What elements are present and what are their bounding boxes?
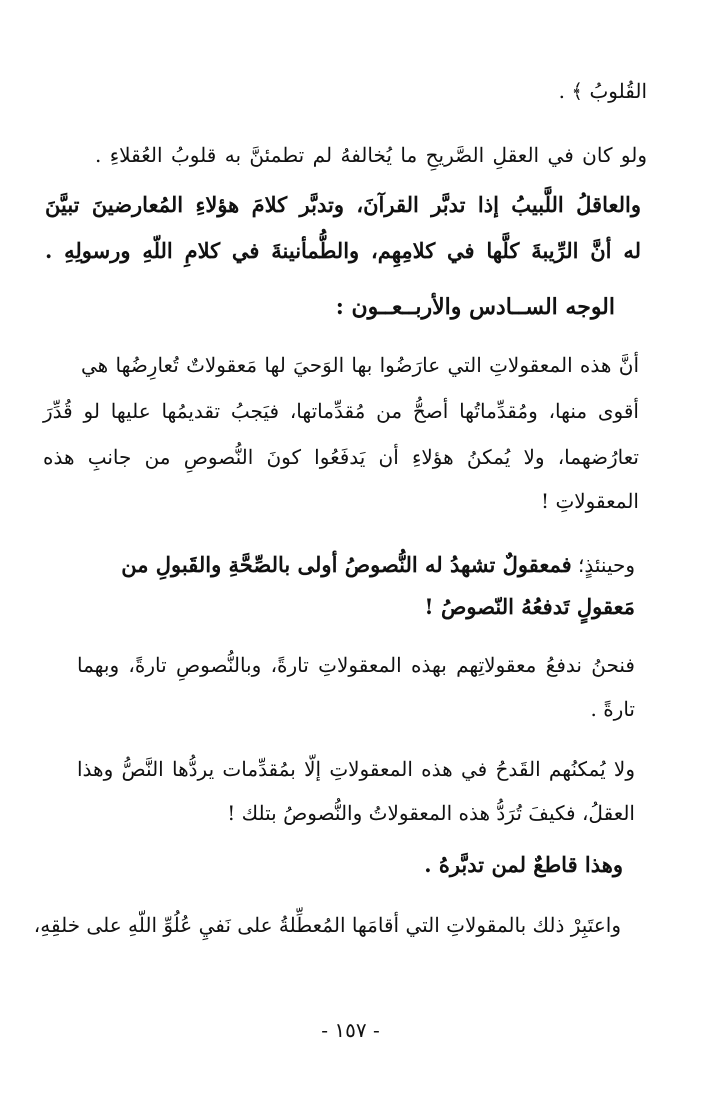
text-line-2: ولو كان في العقلِ الصَّريحِ ما يُخالفهُ لم تطمئنَّ به قلوبُ العُقلاءِ . (95, 143, 647, 167)
text-line-8: تعارُضهما، ولا يُمكنُ هؤلاءِ أن يَدفَعُوا كونَ النُّصوصِ من جانبِ هذه (43, 445, 639, 469)
text-line-11: مَعقولٍ تَدفعُهُ النّصوصُ ! (424, 594, 635, 619)
text-line-6: أنَّ هذه المعقولاتِ التي عارَضُوا بها الوَحيَ لها مَعقولاتٌ تُعارِضُها هي (81, 353, 639, 377)
text-line-10-bold: فمعقولٌ تشهدُ له النُّصوصُ أولى بالصِّحَّةِ والقَبولِ من (121, 552, 572, 577)
text-line-13: تارةً . (590, 697, 635, 721)
text-line-9: المعقولاتِ ! (541, 489, 639, 513)
text-line-7: أقوى منها، ومُقدِّماتُها أصحُّ من مُقدِّماتها، فيَجبُ تقديمُها عليها لو قُدِّرَ (43, 399, 639, 423)
section-heading: الوجه الســادس والأربــعــون : (335, 294, 615, 320)
text-line-12: فنحنُ ندفعُ معقولاتِهم بهذه المعقولاتِ تارةً، وبالنُّصوصِ تارةً، وبهما (77, 653, 635, 677)
text-line-4: له أنَّ الرِّيبةَ كلَّها في كلامِهِم، والطُّمأنينةَ في كلامِ اللّهِ ورسولِهِ . (45, 238, 641, 263)
text-line-14: ولا يُمكنُهم القَدحُ في هذه المعقولاتِ إلّا بمُقدِّمات يردُّها النَّصُّ وهذا (77, 757, 635, 781)
text-line-17: واعتَبِرْ ذلك بالمقولاتِ التي أقامَها المُعطِّلةُ على نَفيِ عُلُوِّ اللّهِ على خلقِهِ، (33, 913, 621, 937)
text-line-16: وهذا قاطعٌ لمن تدبَّرهُ . (424, 852, 623, 877)
text-line-3: والعاقلُ اللَّبيبُ إذا تدبَّر القرآنَ، وتدبَّر كلامَ هؤلاءِ المُعارضينَ تبيَّنَ (45, 192, 641, 217)
text-line-15: العقلُ، فكيفَ تُرَدُّ هذه المعقولاتُ والنُّصوصُ بتلك ! (227, 801, 635, 825)
text-line-1: القُلوبُ ﴾ . (558, 79, 647, 103)
text-line-10 (35, 548, 635, 582)
page-number: - ١٥٧ - (321, 1018, 380, 1042)
text-line-10-start: وحينئذٍ؛ (578, 553, 635, 577)
